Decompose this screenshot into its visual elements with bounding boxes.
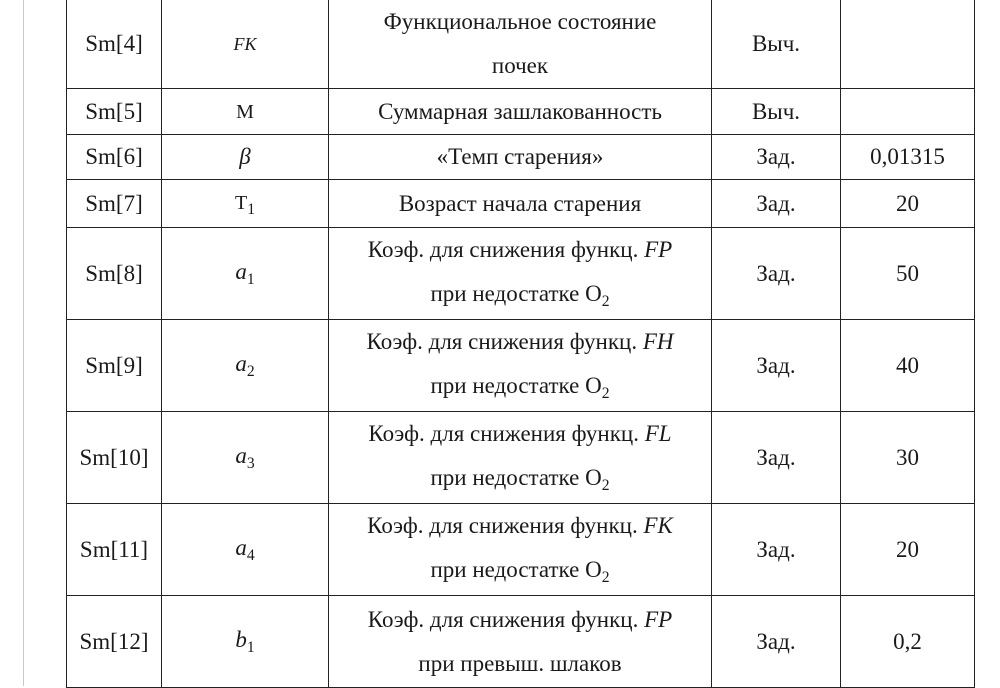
table-row [67, 504, 975, 596]
param-type: Зад. [712, 596, 841, 688]
param-value: 30 [841, 412, 975, 504]
param-symbol: $a_1$ [162, 228, 329, 320]
param-type: Выч. [712, 0, 841, 89]
param-id: Sm[9] [67, 320, 162, 412]
param-type: Выч. [712, 89, 841, 135]
param-id: Sm[8] [67, 228, 162, 320]
param-symbol: $a_4$ [162, 504, 329, 596]
param-type: Зад. [712, 180, 841, 228]
param-symbol: $a_2$ [162, 320, 329, 412]
param-description: «Темп старения» [329, 135, 712, 180]
param-value [841, 89, 975, 135]
param-description: Коэф. для снижения функц. FK при недостатке $O_2$ [329, 504, 712, 596]
param-value: 20 [841, 504, 975, 596]
param-type: Зад. [712, 228, 841, 320]
param-id: Sm[5] [67, 89, 162, 135]
param-value [841, 0, 975, 89]
table-row [67, 228, 975, 320]
param-symbol: $T_1$ [162, 180, 329, 228]
param-value: 0,01315 [841, 135, 975, 180]
param-description: Коэф. для снижения функц. FH при недостатке $O_2$ [329, 320, 712, 412]
param-symbol: $b_1$ [162, 596, 329, 688]
param-id: Sm[11] [67, 504, 162, 596]
param-description: Коэф. для снижения функц. FL при недостатке $O_2$ [329, 412, 712, 504]
table-row [67, 180, 975, 228]
param-type: Зад. [712, 135, 841, 180]
param-symbol: $a_3$ [162, 412, 329, 504]
param-id: Sm[4] [67, 0, 162, 89]
table-row [67, 596, 975, 688]
table-row [67, 0, 975, 89]
param-id: Sm[7] [67, 180, 162, 228]
table-row [67, 320, 975, 412]
param-symbol: FK [162, 0, 329, 89]
table-row [67, 412, 975, 504]
param-id: Sm[6] [67, 135, 162, 180]
param-value: 0,2 [841, 596, 975, 688]
param-symbol: β [162, 135, 329, 180]
parameters-table [66, 0, 975, 688]
param-type: Зад. [712, 412, 841, 504]
param-type: Зад. [712, 504, 841, 596]
param-value: 20 [841, 180, 975, 228]
param-type: Зад. [712, 320, 841, 412]
param-description: Коэф. для снижения функц. FP при недостатке $O_2$ [329, 228, 712, 320]
param-symbol: M [162, 89, 329, 135]
param-description: Возраст начала старения [329, 180, 712, 228]
param-value: 50 [841, 228, 975, 320]
param-description: Функциональное состояние почек [329, 0, 712, 89]
param-id: Sm[10] [67, 412, 162, 504]
table-row [67, 135, 975, 180]
table-row [67, 89, 975, 135]
page-margin-line [23, 0, 24, 686]
param-description: Суммарная зашлакованность [329, 89, 712, 135]
param-value: 40 [841, 320, 975, 412]
param-description: Коэф. для снижения функц. FP при превыш. шлаков [329, 596, 712, 688]
param-id: Sm[12] [67, 596, 162, 688]
